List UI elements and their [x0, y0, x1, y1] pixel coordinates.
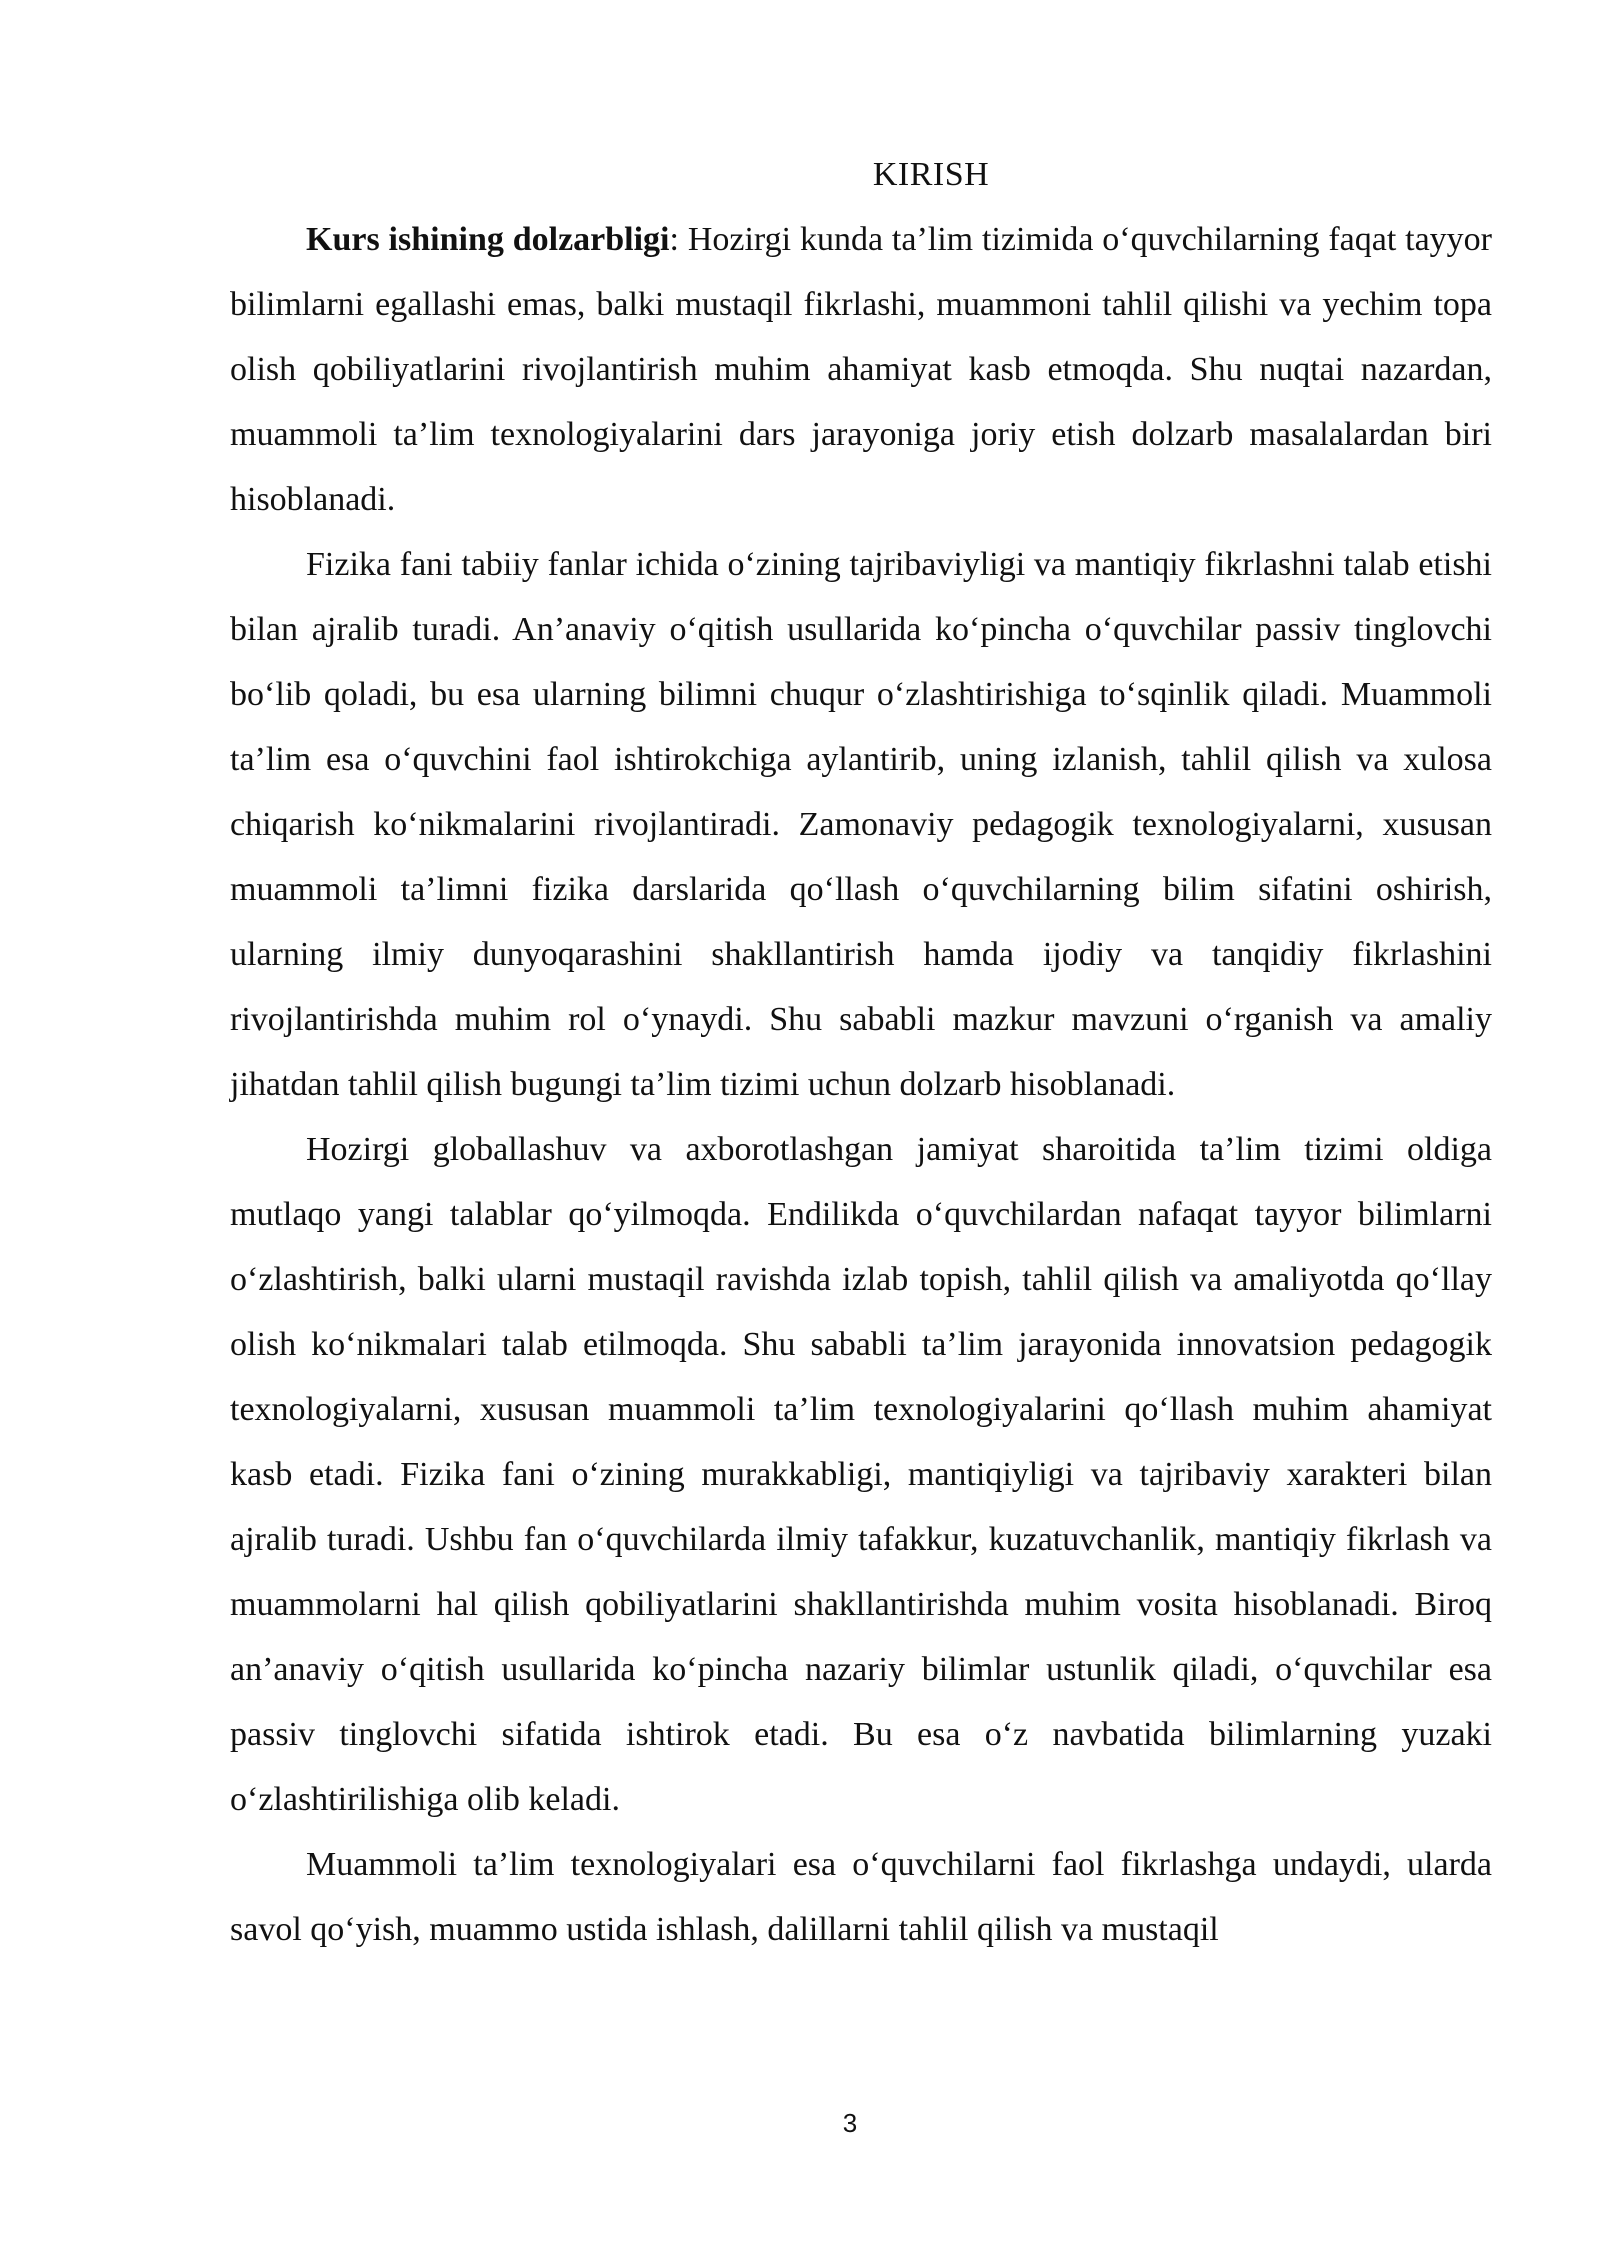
- paragraph-problem-learning: Muammoli ta’lim texnologiyalari esa o‘quvchilarni faol fikrlashga undaydi, ularda savol qo‘yish, muammo ustida ishlash, dalillarni tahlil qilish va mustaqil: [230, 1846, 1492, 1948]
- page-number: 3: [842, 2108, 858, 2138]
- paragraph-lead-separator: :: [669, 221, 688, 258]
- paragraph-physics: Fizika fani tabiiy fanlar ichida o‘zining tajribaviyligi va mantiqiy fikrlashni talab etishi bilan ajralib turadi. An’anaviy o‘qitish usullarida ko‘pincha o‘quvchilar passiv tinglovchi bo‘lib qoladi, bu esa ularning bilimni chuqur o‘zlashtirishiga to‘sqinlik qiladi. Muammoli ta’lim esa o‘quvchini faol ishtirokchiga aylantirib, uning izlanish, tahlil qilish va xulosa chiqarish ko‘nikmalarini rivojlantiradi. Zamonaviy pedagogik texnologiyalarni, xususan muammoli ta’limni fizika darslarida qo‘llash o‘quvchilarning bilim sifatini oshirish, ularning ilmiy dunyoqarashini shakllantirish hamda ijodiy va tanqidiy fikrlashini rivojlantirishda muhim rol o‘ynaydi. Shu sababli mazkur mavzuni o‘rganish va amaliy jihatdan tahlil qilish bugungi ta’lim tizimi uchun dolzarb hisoblanadi.: [230, 546, 1492, 1103]
- paragraph-globalization: Hozirgi globallashuv va axborotlashgan jamiyat sharoitida ta’lim tizimi oldiga mutlaqo yangi talablar qo‘yilmoqda. Endilikda o‘quvchilardan nafaqat tayyor bilimlarni o‘zlashtirish, balki ularni mustaqil ravishda izlab topish, tahlil qilish va amaliyotda qo‘llay olish ko‘nikmalari talab etilmoqda. Shu sababli ta’lim jarayonida innovatsion pedagogik texnologiyalarni, xususan muammoli ta’lim texnologiyalarini qo‘llash muhim ahamiyat kasb etadi. Fizika fani o‘zining murakkabligi, mantiqiyligi va tajribaviy xarakteri bilan ajralib turadi. Ushbu fan o‘quvchilarda ilmiy tafakkur, kuzatuvchanlik, mantiqiy fikrlash va muammolarni hal qilish qobiliyatlarini shakllantirishda muhim vosita hisoblanadi. Biroq an’anaviy o‘qitish usullarida ko‘pincha nazariy bilimlar ustunlik qiladi, o‘quvchilar esa passiv tinglovchi sifatida ishtirok etadi. Bu esa o‘z navbatida bilimlarning yuzaki o‘zlashtirilishiga olib keladi.: [230, 1131, 1492, 1818]
- paragraph-lead: Kurs ishining dolzarbligi: [306, 221, 670, 258]
- paragraph-text: Hozirgi kunda ta’lim tizimida o‘quvchilarning faqat tayyor bilimlarni egallashi emas, balki mustaqil fikrlashi, muammoni tahlil qilishi va yechim topa olish qobiliyatlarini rivojlantirish muhim ahamiyat kasb etmoqda. Shu nuqtai nazardan, muammoli ta’lim texnologiyalarini dars jarayoniga joriy etish dolzarb masalalardan biri hisoblanadi.: [230, 221, 1493, 518]
- page-content: [230, 142, 1492, 1962]
- paragraph-relevance: [230, 207, 1492, 532]
- section-heading: KIRISH: [872, 156, 990, 193]
